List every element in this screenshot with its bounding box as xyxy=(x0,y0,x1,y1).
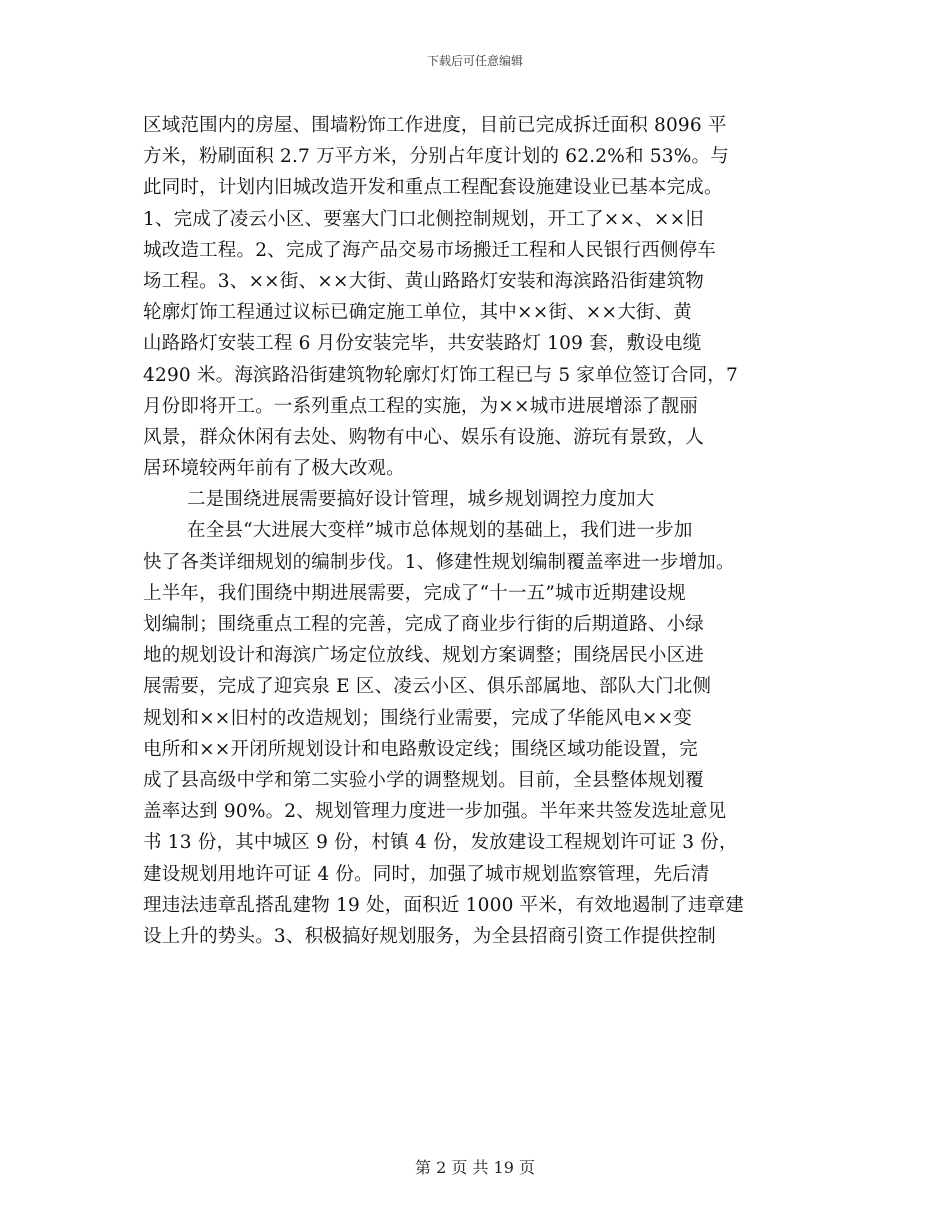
text-line: 地的规划设计和海滨广场定位放线、规划方案调整；围绕居民小区进 xyxy=(143,645,705,667)
text-line: 划编制；围绕重点工程的完善，完成了商业步行街的后期道路、小绿 xyxy=(143,614,705,635)
text-line: 展需要，完成了迎宾泉 E 区、凌云小区、俱乐部属地、部队大门北侧 xyxy=(143,676,712,698)
page-footer: 第 2 页 共 19 页 xyxy=(415,1158,535,1177)
text-line: 书 13 份，其中城区 9 份，村镇 4 份，发放建设工程规划许可证 3 份， xyxy=(143,832,738,854)
section-heading: 二是围绕进展需要搞好设计管理，城乡规划调控力度加大 xyxy=(187,489,655,511)
text-line: 此同时，计划内旧城改造开发和重点工程配套设施建设业已基本完成。 xyxy=(143,177,723,199)
text-line: 轮廓灯饰工程通过议标已确定施工单位，其中××街、××大街、黄 xyxy=(143,302,693,324)
text-line: 上半年，我们围绕中期进展需要，完成了“十一五”城市近期建设规 xyxy=(143,582,686,604)
text-line: 方米，粉刷面积 2.7 万平方米，分别占年度计划的 62.2%和 53%。与 xyxy=(143,146,729,168)
document-body xyxy=(143,110,833,952)
text-line: 理违法违章乱搭乱建物 19 处，面积近 1000 平米，有效地遏制了违章建 xyxy=(143,894,745,916)
text-line: 4290 米。海滨路沿街建筑物轮廓灯灯饰工程已与 5 家单位签订合同，7 xyxy=(143,364,738,386)
text-line: 快了各类详细规划的编制步伐。1、修建性规划编制覆盖率进一步增加。 xyxy=(143,551,735,573)
text-line: 城改造工程。2、完成了海产品交易市场搬迁工程和人民银行西侧停车 xyxy=(143,239,716,261)
text-line: 居环境较两年前有了极大改观。 xyxy=(143,458,405,480)
text-line: 区域范围内的房屋、围墙粉饰工作进度，目前已完成拆迁面积 8096 平 xyxy=(143,115,727,136)
text-line: 电所和××开闭所规划设计和电路敷设定线；围绕区域功能设置，完 xyxy=(143,738,699,760)
paragraph-start-line: 在全县“大进展大变样”城市总体规划的基础上，我们进一步加 xyxy=(187,520,693,542)
text-line: 建设规划用地许可证 4 份。同时，加强了城市规划监察管理，先后清 xyxy=(143,863,710,885)
page-header: 下载后可任意编辑 xyxy=(426,54,523,68)
text-line: 月份即将开工。一系列重点工程的实施，为××城市进展增添了靓丽 xyxy=(143,395,699,417)
text-line: 盖率达到 90%。2、规划管理力度进一步加强。半年来共签发选址意见 xyxy=(143,801,727,823)
text-line: 设上升的势头。3、积极搞好规划服务，为全县招商引资工作提供控制 xyxy=(143,925,716,947)
text-line: 1、完成了凌云小区、要塞大门口北侧控制规划，开工了××、××旧 xyxy=(143,208,704,230)
text-line: 风景，群众休闲有去处、购物有中心、娱乐有设施、游玩有景致，人 xyxy=(143,426,705,448)
text-line: 规划和××旧村的改造规划；围绕行业需要，完成了华能风电××变 xyxy=(143,707,693,729)
text-line: 山路路灯安装工程 6 月份安装完毕，共安装路灯 109 套，敷设电缆 xyxy=(143,333,702,355)
text-line: 场工程。3、××街、××大街、黄山路路灯安装和海滨路沿街建筑物 xyxy=(143,270,704,292)
text-line: 成了县高级中学和第二实验小学的调整规划。目前，全县整体规划覆 xyxy=(143,769,705,791)
